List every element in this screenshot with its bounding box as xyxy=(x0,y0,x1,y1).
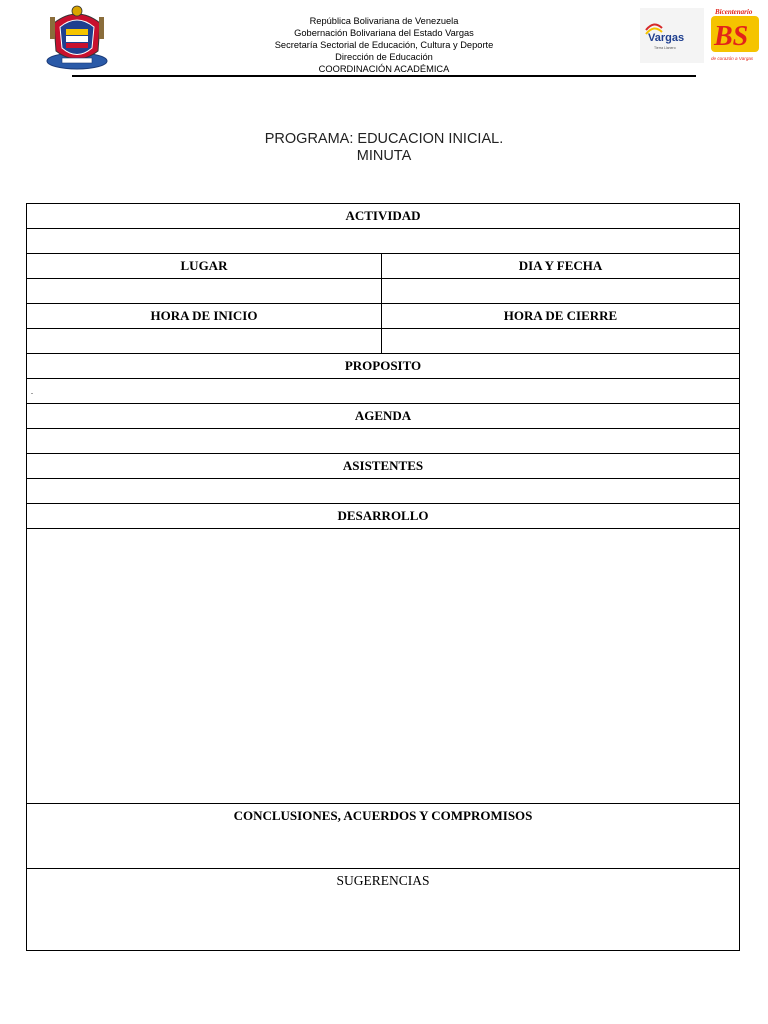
header-divider xyxy=(72,75,696,77)
sugerencias-field[interactable] xyxy=(27,869,740,951)
header-line-secretaria: Secretaría Sectorial de Educación, Cultura y Deporte xyxy=(274,40,494,50)
hora-header-row xyxy=(27,304,740,329)
hora-cierre-label: HORA DE CIERRE xyxy=(382,304,740,329)
conclusiones-label: CONCLUSIONES, ACUERDOS Y COMPROMISOS xyxy=(233,808,533,823)
asistentes-label: ASISTENTES xyxy=(27,454,740,479)
lugar-fecha-header-row xyxy=(27,254,740,279)
desarrollo-field[interactable] xyxy=(27,529,740,804)
asistentes-header-row xyxy=(27,454,740,479)
minuta-form-table xyxy=(26,203,740,951)
vargas-logo-text: Vargas xyxy=(648,32,685,44)
actividad-field[interactable] xyxy=(27,229,740,254)
bs-logo-toptext: Bicentenario xyxy=(715,8,753,16)
lugar-fecha-value-row xyxy=(27,279,740,304)
agenda-field[interactable] xyxy=(27,429,740,454)
proposito-value-row xyxy=(27,379,740,404)
proposito-field[interactable]: . xyxy=(27,379,740,404)
asistentes-value-row xyxy=(27,479,740,504)
desarrollo-label: DESARROLLO xyxy=(27,504,740,529)
header-line-coordinacion: COORDINACIÓN ACADÉMICA xyxy=(318,64,450,74)
hora-value-row xyxy=(27,329,740,354)
agenda-label: AGENDA xyxy=(27,404,740,429)
actividad-header-row xyxy=(27,204,740,229)
conclusiones-row xyxy=(27,804,740,869)
program-title-line: PROGRAMA: EDUCACION INICIAL. xyxy=(264,131,504,147)
actividad-value-row xyxy=(27,229,740,254)
lugar-label: LUGAR xyxy=(27,254,382,279)
agenda-value-row xyxy=(27,429,740,454)
lugar-field[interactable] xyxy=(27,279,382,304)
sugerencias-label: SUGERENCIAS xyxy=(336,873,430,888)
minuta-title-line: MINUTA xyxy=(356,148,412,164)
proposito-label: PROPOSITO xyxy=(27,354,740,379)
vargas-logo-subtext: Tierra Llanero xyxy=(654,46,676,50)
asistentes-field[interactable] xyxy=(27,479,740,504)
vargas-logo xyxy=(640,8,704,63)
hora-cierre-field[interactable] xyxy=(382,329,740,354)
header-line-direccion: Dirección de Educación xyxy=(335,52,433,62)
hora-inicio-field[interactable] xyxy=(27,329,382,354)
bs-logo-text: BS xyxy=(714,21,749,52)
bicentenario-logo xyxy=(709,5,761,65)
dia-fecha-field[interactable] xyxy=(382,279,740,304)
proposito-header-row xyxy=(27,354,740,379)
agenda-header-row xyxy=(27,404,740,429)
desarrollo-header-row xyxy=(27,504,740,529)
document-title xyxy=(0,131,768,165)
hora-inicio-label: HORA DE INICIO xyxy=(27,304,382,329)
conclusiones-field[interactable] xyxy=(27,804,740,869)
bs-logo-subtext: de corazón a Vargas xyxy=(711,56,754,61)
state-crest-logo xyxy=(42,3,112,73)
sugerencias-row xyxy=(27,869,740,951)
actividad-label: ACTIVIDAD xyxy=(27,204,740,229)
dia-fecha-label: DIA Y FECHA xyxy=(382,254,740,279)
header-institution-text xyxy=(230,15,538,75)
header-line-gobernacion: Gobernación Bolivariana del Estado Vargas xyxy=(294,28,474,38)
header-line-republic: República Bolivariana de Venezuela xyxy=(309,16,459,26)
desarrollo-value-row xyxy=(27,529,740,804)
